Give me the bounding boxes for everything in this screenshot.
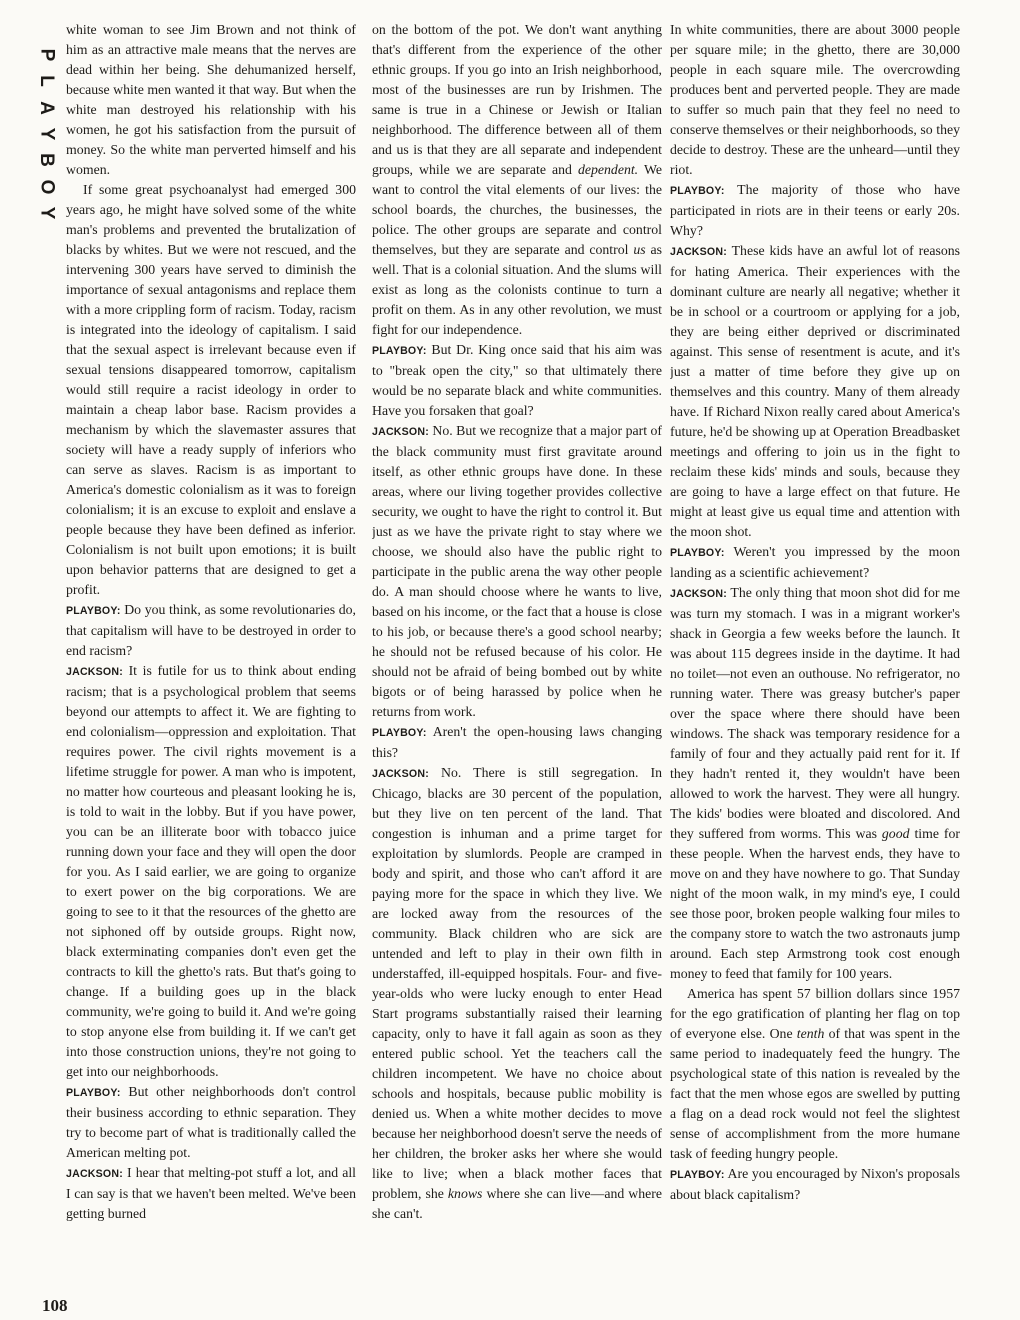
answer bbox=[372, 421, 662, 722]
answer bbox=[670, 583, 960, 984]
answer bbox=[66, 1163, 356, 1224]
speaker-label: PLAYBOY: bbox=[66, 1087, 121, 1099]
speaker-label: JACKSON: bbox=[372, 768, 429, 780]
text-run: time for these people. When the harvest ends, they have to move on and they have nowhere to go. That Sunday night of the moon walk, in my mind's eye, I could see those poor, broken people walking four miles to the company store to watch the two astronauts jump around. Each step Armstrong took cost enough money to feed that family for 100 years. bbox=[670, 826, 960, 981]
emphasis: dependent. bbox=[577, 162, 639, 177]
answer-text: The only thing that moon shot did for me was turn my stomach. I was in a migrant worker's shack in Georgia a few weeks before the launch. It was about 115 degrees inside in the daytime. It had no toilet—not even an outhouse. No refrigerator, no running water. There was greasy butcher's paper over the space where there should have been windows. The shack was temporary residence for a family of four and they actually paid rent for it. If they hadn't rented it, they wouldn't have been allowed to work the harvest. They were all hungry. The kids' bodies were bloated and discolored. And they suffered from worms. This was bbox=[670, 585, 960, 841]
masthead bbox=[28, 44, 64, 224]
answer-text: I hear that melting-pot stuff a lot, and all I can say is that we haven't been melted. We've been getting burned bbox=[66, 1165, 356, 1221]
emphasis: tenth bbox=[796, 1026, 825, 1041]
paragraph: In white communities, there are about 3000 people per square mile; in the ghetto, there are 30,000 people in each square mile. The overcrowding produces bent and perverted people. They are made to suffer so much pain that they feel no need to conserve themselves or their neighborhoods, so they decide to destroy. These are the unheard—until they riot. bbox=[670, 22, 960, 177]
answer-text: No. There is still segregation. In Chicago, blacks are 30 percent of the population, but they live on ten percent of the land. That congestion is inhuman and a prime target for exploitation by slumlords. People are cramped in body and spirit, and those who can't afford it are paying more for the space in which they live. We are locked away from the resources of the community. Black children who are sick are untended and left to play in their own filth in understaffed, ill-equipped hospitals. Four- and five-year-olds who were lucky enough to enter Head Start programs substantially raised their learning capacity, only to have it fall again as soon as they entered public school. Yet the teachers call the children incompetent. We have no choice about schools and hospitals, because public mobility is denied us. When a white mother decides to move because her neighborhood doesn't serve the needs of her children, the broker asks her where she would like to live; when a black mother faces that problem, she bbox=[372, 765, 662, 1201]
question-text: Are you encouraged by Nixon's proposals about black capitalism? bbox=[670, 1166, 960, 1202]
masthead-letter: O bbox=[36, 179, 57, 195]
speaker-label: JACKSON: bbox=[66, 666, 123, 678]
answer-text: These kids have an awful lot of reasons for hating America. Their experiences with the dominant culture are nearly all negative; whether it be in school or a courtroom or applying for a job, they are being either deprived or discriminated against. This sense of resentment is acute, and it's just a matter of time before they give up on themselves and this country. Many of them already have. If Richard Nixon really cared about America's future, he'd be showing up at Operation Breadbasket meetings and offering to join us in the fight to reclaim these kids' minds and souls, because they are going to have a large effect on that future. He might at least give us equal time and attention with the moon shot. bbox=[670, 243, 960, 539]
speaker-label: JACKSON: bbox=[372, 426, 429, 438]
speaker-label: PLAYBOY: bbox=[372, 727, 427, 739]
question bbox=[670, 542, 960, 583]
question-text: The majority of those who have participated in riots are in their teens or early 20s. Why? bbox=[670, 182, 960, 238]
text-run: of that was spent in the same period to inadequately feed the hungry. The psychological state of this nation is revealed by the fact that the men whose egos are swelled by putting a flag on a dead rock would not feel the slightest sense of accomplishment from the more humane task of feeding hungry people. bbox=[670, 1026, 960, 1161]
answer-text: No. But we recognize that a major part of the black community must first gravitate around itself, as other ethnic groups have done. In these areas, where our living together provides collective security, we ought to have the right to control it. But just as we have the private right to stay where we choose, we should also have the public right to participate in the public arena the way other people do. A man should choose where he wants to live, based on his income, or the fact that a house is close to his job, or because there's a good school nearby; he should not be refused because of his color. He should not be afraid of being bombed out by white bigots or of being harassed by police when he returns from work. bbox=[372, 423, 662, 719]
question bbox=[66, 1082, 356, 1163]
paragraph bbox=[670, 984, 960, 1164]
speaker-label: PLAYBOY: bbox=[670, 547, 725, 559]
paragraph bbox=[372, 20, 662, 340]
text-run: on the bottom of the pot. We don't want anything that's different from the experience of the other ethnic groups. If you go into an Irish neighborhood, most of the businesses are run by Irishmen. The same is true in a Chinese or Jewish or Italian neighborhood. The difference between all of them and us is that they are all separate and independent groups, while we are separate and bbox=[372, 22, 662, 177]
paragraph: If some great psychoanalyst had emerged 300 years ago, he might have solved some of the white man's problems and prevented the brutalization of blacks by whites. But we were not rescued, and the intervening 300 years have served to diminish the importance of sexual antagonisms and replace them with a more crippling form of racism. Today, racism is integrated into the ideology of capitalism. I said that the sexual aspect is irrelevant because even if sexual tensions disappeared tomorrow, capitalism would still require a racist ideology in order to maintain a cheap labor base. Racism provides a mechanism by which the slavemaster assures that society will have a ready supply of inferiors who can serve as slaves. Racism is as important to America's domestic colonialism as it was to foreign colonialism; it is an excuse to exploit and enslave a people because they have been defined as inferior. Colonialism is not built upon emotions; it is built upon behavior patterns that are designed to get a profit. bbox=[66, 182, 356, 597]
emphasis: good bbox=[881, 826, 910, 841]
page-number: 108 bbox=[42, 1296, 68, 1315]
question-text: Aren't the open-housing laws changing this? bbox=[372, 724, 662, 760]
question bbox=[66, 600, 356, 661]
text-run: America has spent 57 billion dollars since 1957 for the ego gratification of planting her flag on top of everyone else. One bbox=[670, 986, 960, 1041]
text-column-1 bbox=[66, 20, 356, 1316]
paragraph: white woman to see Jim Brown and not think of him as an attractive male means that the nerves are dead within her being. She dehumanized herself, because white men wanted it that way. But when the white man destroyed his relationship with his women, he got his satisfaction from the pursuit of money. So the white man perverted himself and his women. bbox=[66, 22, 356, 177]
answer bbox=[372, 763, 662, 1224]
text-run: as well. That is a colonial situation. And the slums will exist as long as the colonists continue to turn a profit on them. As in any other revolution, we must fight for our independence. bbox=[372, 242, 662, 337]
question-text: Do you think, as some revolutionaries do, that capitalism will have to be destroyed in order to end racism? bbox=[66, 602, 356, 658]
question-text: But other neighborhoods don't control their business according to ethnic separation. They try to become part of what is traditionally called the American melting pot. bbox=[66, 1084, 356, 1160]
question-text: Weren't you impressed by the moon landing as a scientific achievement? bbox=[670, 544, 960, 580]
text-column-2 bbox=[372, 20, 662, 1316]
answer bbox=[66, 661, 356, 1082]
masthead-letter: Y bbox=[36, 206, 57, 220]
question bbox=[670, 180, 960, 241]
masthead-letter: L bbox=[35, 75, 57, 88]
speaker-label: PLAYBOY: bbox=[372, 345, 427, 357]
emphasis: knows bbox=[447, 1186, 483, 1201]
masthead-letter: P bbox=[36, 48, 57, 62]
masthead-letter: Y bbox=[36, 127, 57, 141]
text-run: where she can live—and where she can't. bbox=[372, 1186, 662, 1221]
question bbox=[670, 1164, 960, 1205]
text-column-3 bbox=[670, 20, 960, 1316]
speaker-label: PLAYBOY: bbox=[670, 185, 725, 197]
answer bbox=[670, 241, 960, 542]
text-run: We want to control the vital elements of our lives: the school boards, the churches, the businesses, the police. The other groups are separate and control themselves, but they are separate and control bbox=[372, 162, 662, 257]
speaker-label: JACKSON: bbox=[670, 588, 727, 600]
question bbox=[372, 722, 662, 763]
emphasis: us bbox=[633, 242, 646, 257]
speaker-label: JACKSON: bbox=[66, 1168, 123, 1180]
question bbox=[372, 340, 662, 421]
speaker-label: JACKSON: bbox=[670, 246, 727, 258]
speaker-label: PLAYBOY: bbox=[66, 605, 121, 617]
speaker-label: PLAYBOY: bbox=[670, 1169, 725, 1181]
masthead-letter: A bbox=[35, 100, 57, 115]
masthead-letter: B bbox=[35, 153, 57, 168]
answer-text: It is futile for us to think about ending racism; that is a psychological problem that seems beyond our attempts to affect it. We are fighting to end colonialism—oppression and exploitation. That requires power. The civil rights movement is a lifetime struggle for power. A man who is impotent, no matter how courteous and pleasant looking he is, is told to wait in the lobby. But if you have power, you can be an illiterate boor with tobacco juice running down your face and they will open the door for you. As I said earlier, we are going to organize to exert power on the big corporations. We are going to see to it that the resources of the ghetto are not siphoned off by outside groups. Right now, black exterminating companies don't even get the contracts to kill the ghetto's rats. But that's going to change. If a building goes up in the black community, we're going to build it. And we're going to stop anyone else from building it. If we can't get into those construction unions, they're not going to get into our neighborhoods. bbox=[66, 663, 356, 1079]
question-text: But Dr. King once said that his aim was to "break open the city," so that ultimately there would be no separate black and white communities. Have you forsaken that goal? bbox=[372, 342, 662, 418]
